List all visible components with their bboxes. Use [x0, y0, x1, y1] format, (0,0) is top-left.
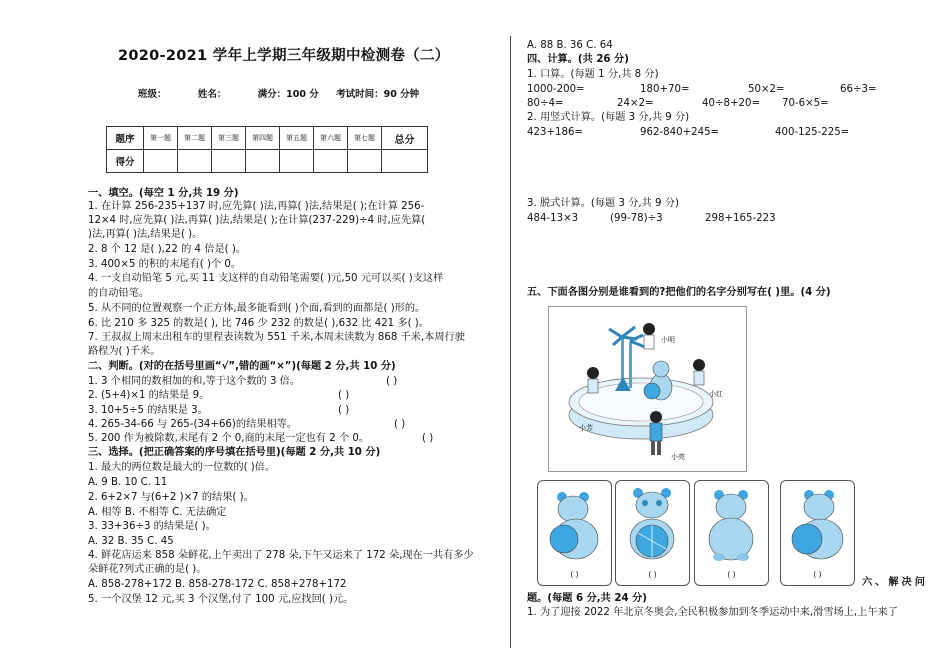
section-5-title: 五、下面各图分别是谁看到的?把他们的名字分别写在( )里。(4 分) — [527, 287, 831, 298]
s1-question-1-line-2: 12×4 时,应先算( )法,再算( )法,结果是( );在计算(237-229)÷4 时,应先算( — [88, 215, 426, 226]
scene-name-xiaoliang: 小亮 — [671, 453, 685, 461]
s1-question-3: 3. 400×5 的积的末尾有( )个 0。 — [88, 259, 242, 270]
s2-answer-blank-1[interactable]: ( ) — [386, 376, 398, 387]
score-row-label: 得分 — [107, 150, 144, 173]
score-cell[interactable] — [314, 150, 348, 173]
s1-question-1-line-3: )法,再算( )法,结果是( )。 — [88, 229, 203, 240]
score-table-col: 第五题 — [280, 127, 314, 150]
s2-answer-blank-5[interactable]: ( ) — [422, 433, 434, 444]
score-cell[interactable] — [144, 150, 178, 173]
oral-calc-3: 50×2= — [748, 84, 785, 95]
step-calc-1: 484-13×3 — [527, 213, 579, 224]
s1-question-4-line-1: 4. 一支自动铅笔 5 元,买 11 支这样的自动铅笔需要( )元,50 元可以买( )支这样 — [88, 273, 444, 284]
score-cell[interactable] — [348, 150, 382, 173]
s4-part-1-title: 1. 口算。(每题 1 分,共 8 分) — [527, 69, 659, 80]
score-cell[interactable] — [280, 150, 314, 173]
s1-question-5: 5. 从不同的位置观察一个正方体,最多能看到( )个面,看到的面都是( )形的。 — [88, 303, 426, 314]
section-3-title: 三、选择。(把正确答案的序号填在括号里)(每题 2 分,共 10 分) — [88, 447, 381, 458]
score-table-col: 第六题 — [314, 127, 348, 150]
scene-name-xiaofang: 小芳 — [579, 424, 593, 432]
column-divider — [510, 36, 511, 648]
s2-question-1: 1. 3 个相同的数相加的和,等于这个数的 3 倍。 — [88, 376, 301, 387]
section-6-title-part-2: 题。(每题 6 分,共 24 分) — [527, 593, 647, 604]
section-4-title: 四、计算。(共 26 分) — [527, 54, 629, 65]
section-2-title: 二、判断。(对的在括号里画“√”,错的画“×”)(每题 2 分,共 10 分) — [88, 361, 396, 372]
score-cell[interactable] — [246, 150, 280, 173]
child-xiaoming-icon — [643, 323, 655, 349]
child-xiaofang-icon — [587, 367, 599, 393]
s1-question-1-line-1: 1. 在计算 256-235+137 时,应先算( )法,再算( )法,结果是( );在计算 256- — [88, 201, 425, 212]
oral-calc-2: 180+70= — [640, 84, 690, 95]
s4-part-3-title: 3. 脱式计算。(每题 3 分,共 9 分) — [527, 198, 679, 209]
view-card-3-answer[interactable]: ( ) — [727, 570, 736, 579]
s3-question-2: 2. 6+2×7 与(6+2 )×7 的结果( )。 — [88, 492, 254, 503]
panda-ball-front-icon — [616, 481, 689, 565]
view-card-1 — [537, 480, 612, 586]
vertical-calc-2: 962-840+245= — [640, 127, 720, 138]
child-xiaoliang-icon — [650, 411, 662, 455]
panda-ball-left-icon — [538, 481, 611, 565]
score-table-total-label: 总分 — [382, 127, 428, 150]
oral-calc-7: 40÷8+20= — [702, 98, 761, 109]
oral-calc-5: 80÷4= — [527, 98, 564, 109]
s4-part-2-title: 2. 用竖式计算。(每题 3 分,共 9 分) — [527, 112, 690, 123]
exam-title: 2020-2021 学年上学期三年级期中检测卷（二） — [118, 48, 450, 64]
score-cell[interactable] — [178, 150, 212, 173]
s1-question-2: 2. 8 个 12 是( ),22 的 4 倍是( )。 — [88, 244, 247, 255]
oral-calc-1: 1000-200= — [527, 84, 585, 95]
step-calc-3: 298+165-223 — [705, 213, 776, 224]
full-score-label: 满分：100 分 — [257, 89, 319, 100]
view-card-2 — [615, 480, 690, 586]
score-table-col: 第七题 — [348, 127, 382, 150]
s2-question-3: 3. 10+5÷5 的结果是 3。 — [88, 405, 208, 416]
view-card-4-answer[interactable]: ( ) — [813, 570, 822, 579]
score-cell[interactable] — [382, 150, 428, 173]
score-table-head-label: 题序 — [107, 127, 144, 150]
exam-info-line — [138, 86, 433, 100]
observation-scene — [548, 306, 747, 472]
name-label: 姓名： — [197, 89, 227, 100]
s3-question-1-options: A. 9 B. 10 C. 11 — [88, 477, 168, 488]
s2-answer-blank-3[interactable]: ( ) — [338, 405, 350, 416]
s2-question-2: 2. (5+4)×1 的结果是 9。 — [88, 390, 210, 401]
vertical-calc-3: 400-125-225= — [775, 127, 850, 138]
view-card-1-answer[interactable]: ( ) — [570, 570, 579, 579]
s1-question-4-line-2: 的自动铅笔。 — [88, 288, 150, 299]
s3-question-3: 3. 33+36÷3 的结果是( )。 — [88, 521, 216, 532]
section-6-title-part-1: 六、解决问 — [862, 577, 928, 588]
score-table-col: 第二题 — [178, 127, 212, 150]
score-table-score-row — [107, 150, 428, 173]
s1-question-7-line-1: 7. 王叔叔上周末出租车的里程表读数为 551 千米,本周末读数为 868 千米,本周行驶 — [88, 332, 465, 343]
s2-question-5: 5. 200 作为被除数,末尾有 2 个 0,商的末尾一定也有 2 个 0。 — [88, 433, 370, 444]
score-table-col: 第四题 — [246, 127, 280, 150]
s1-question-6: 6. 比 210 多 325 的数是( ), 比 746 少 232 的数是( ),632 比 421 多( )。 — [88, 318, 429, 329]
s3-question-4-line-1: 4. 鲜花店运来 858 朵鲜花,上午卖出了 278 朵,下午又运来了 172 朵,现在一共有多少 — [88, 550, 474, 561]
score-table-header-row — [107, 127, 428, 150]
s3-question-5: 5. 一个汉堡 12 元,买 3 个汉堡,付了 100 元,应找回( )元。 — [88, 594, 354, 605]
view-card-2-answer[interactable]: ( ) — [648, 570, 657, 579]
oral-calc-4: 66÷3= — [840, 84, 877, 95]
previous-options: A. 88 B. 36 C. 64 — [527, 40, 613, 51]
s2-answer-blank-4[interactable]: ( ) — [394, 419, 406, 430]
s3-question-4-line-2: 朵鲜花?列式正确的是( )。 — [88, 564, 207, 575]
score-table-col: 第一题 — [144, 127, 178, 150]
scene-name-xiaohong: 小红 — [709, 390, 723, 398]
s3-question-3-options: A. 32 B. 35 C. 45 — [88, 536, 174, 547]
score-table-col: 第三题 — [212, 127, 246, 150]
view-card-4 — [780, 480, 855, 586]
class-label: 班级： — [138, 89, 167, 100]
exam-time-label: 考试时间：90 分钟 — [336, 89, 420, 100]
panda-ball-right-icon — [781, 481, 854, 565]
s1-question-7-line-2: 路程为( )千米。 — [88, 346, 161, 357]
child-xiaohong-icon — [693, 359, 705, 385]
oral-calc-6: 24×2= — [617, 98, 654, 109]
s3-question-4-options: A. 858-278+172 B. 858-278-172 C. 858+278+172 — [88, 579, 347, 590]
s6-question-1: 1. 为了迎接 2022 年北京冬奥会,全民积极参加到冬季运动中来,滑雪场上,上午来了 — [527, 607, 898, 618]
section-1-title: 一、填空。(每空 1 分,共 19 分) — [88, 188, 239, 199]
score-cell[interactable] — [212, 150, 246, 173]
oral-calc-8: 70-6×5= — [782, 98, 829, 109]
view-card-3 — [694, 480, 769, 586]
s2-question-4: 4. 265-34-66 与 265-(34+66)的结果相等。 — [88, 419, 298, 430]
vertical-calc-1: 423+186= — [527, 127, 583, 138]
panda-back-icon — [695, 481, 768, 565]
s2-answer-blank-2[interactable]: ( ) — [338, 390, 350, 401]
scene-name-xiaoming: 小明 — [661, 336, 675, 344]
s3-question-1: 1. 最大的两位数是最大的一位数的( )倍。 — [88, 462, 276, 473]
score-table — [106, 126, 428, 173]
step-calc-2: (99-78)÷3 — [610, 213, 663, 224]
s3-question-2-options: A. 相等 B. 不相等 C. 无法确定 — [88, 507, 227, 518]
